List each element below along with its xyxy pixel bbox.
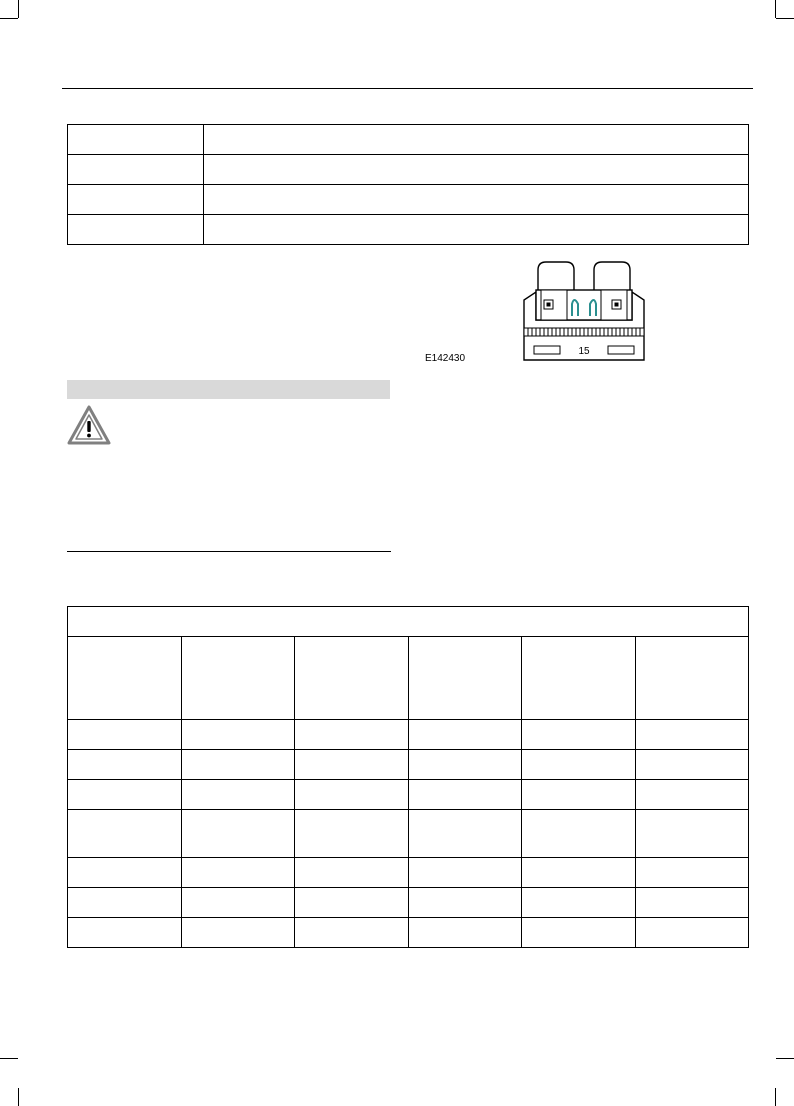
- table-cell: [181, 888, 295, 918]
- table-cell: [408, 810, 522, 858]
- table-cell: [408, 750, 522, 780]
- table-row: [68, 780, 749, 810]
- table-cell: [68, 215, 204, 245]
- table-cell: [522, 810, 636, 858]
- table-cell: [408, 918, 522, 948]
- table-cell: [408, 720, 522, 750]
- table-cell: [204, 125, 749, 155]
- table-cell: [68, 637, 182, 720]
- table-header-row: [68, 637, 749, 720]
- table-cell: [68, 810, 182, 858]
- section-separator: [67, 551, 391, 552]
- crop-mark: [776, 18, 794, 19]
- table-cell: [635, 858, 749, 888]
- table-cell: [181, 780, 295, 810]
- table-cell: [635, 918, 749, 948]
- table-cell: [295, 810, 409, 858]
- table-cell: [68, 918, 182, 948]
- table-cell: [204, 155, 749, 185]
- crop-mark: [18, 1088, 19, 1106]
- table-cell: [635, 750, 749, 780]
- table-row: [68, 125, 749, 155]
- table-cell: [635, 720, 749, 750]
- section-heading-bar: [67, 380, 390, 399]
- fuse-info-table: [67, 124, 749, 245]
- table-cell: [68, 750, 182, 780]
- crop-mark: [775, 1088, 776, 1106]
- table-cell: [408, 888, 522, 918]
- crop-mark: [0, 18, 18, 19]
- table-row: [68, 750, 749, 780]
- table-cell: [408, 858, 522, 888]
- crop-mark: [0, 1058, 18, 1059]
- table-row: [68, 155, 749, 185]
- table-cell: [295, 637, 409, 720]
- fuse-rating-label: 15: [578, 346, 590, 357]
- table-cell: [181, 918, 295, 948]
- table-cell: [68, 125, 204, 155]
- table-cell: [68, 185, 204, 215]
- table-cell: [68, 858, 182, 888]
- table-cell: [181, 750, 295, 780]
- table-row: [68, 918, 749, 948]
- table-cell: [68, 720, 182, 750]
- table-cell: [295, 750, 409, 780]
- table-cell: [181, 858, 295, 888]
- table-row: [68, 185, 749, 215]
- table-cell: [522, 858, 636, 888]
- table-cell: [522, 637, 636, 720]
- table-cell: [68, 607, 749, 637]
- table-cell: [635, 780, 749, 810]
- table-cell: [522, 720, 636, 750]
- table-cell: [295, 780, 409, 810]
- crop-mark: [776, 1058, 794, 1059]
- table-cell: [295, 918, 409, 948]
- table-cell: [204, 215, 749, 245]
- table-cell: [68, 888, 182, 918]
- table-cell: [635, 637, 749, 720]
- table-cell: [522, 918, 636, 948]
- table-cell: [295, 888, 409, 918]
- figure-code: E142430: [425, 353, 466, 364]
- table-cell: [408, 780, 522, 810]
- table-cell: [181, 810, 295, 858]
- warning-triangle-icon: [67, 405, 111, 445]
- table-cell: [204, 185, 749, 215]
- blade-fuse-illustration: [522, 258, 646, 364]
- table-row: [68, 720, 749, 750]
- table-cell: [522, 888, 636, 918]
- table-row: [68, 888, 749, 918]
- table-cell: [635, 810, 749, 858]
- table-cell: [295, 720, 409, 750]
- table-cell: [522, 750, 636, 780]
- table-cell: [181, 637, 295, 720]
- fuse-specification-table: [67, 606, 749, 948]
- table-title-row: [68, 607, 749, 637]
- table-row: [68, 810, 749, 858]
- crop-mark: [18, 0, 19, 18]
- table-cell: [635, 888, 749, 918]
- table-cell: [408, 637, 522, 720]
- table-cell: [68, 155, 204, 185]
- table-cell: [295, 858, 409, 888]
- table-row: [68, 215, 749, 245]
- table-cell: [181, 720, 295, 750]
- crop-mark: [775, 0, 776, 18]
- table-row: [68, 858, 749, 888]
- table-cell: [68, 780, 182, 810]
- header-rule: [62, 88, 753, 89]
- table-cell: [522, 780, 636, 810]
